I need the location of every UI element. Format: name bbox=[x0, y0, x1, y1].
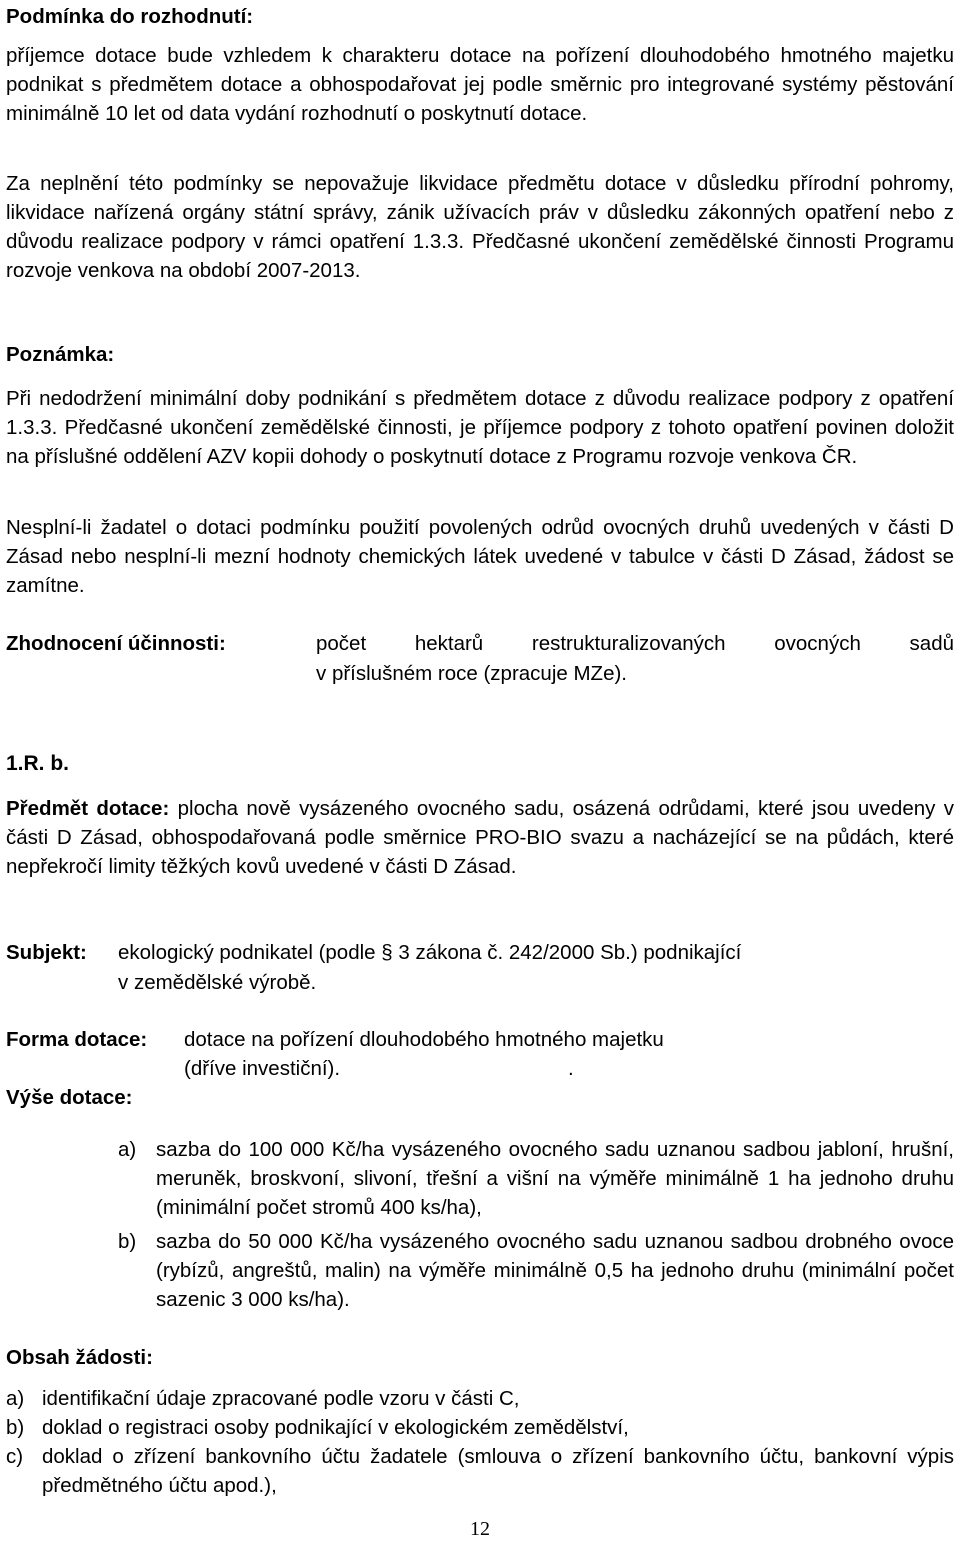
amount-item-b-text: sazba do 50 000 Kč/ha vysázeného ovocného sadu uznanou sadbou drobného ovoce (rybízů, angreštů, malin) na výměře minimálně 0,5 ha jednoho druhu (minimální počet sazenic 3 000 ks/ha). bbox=[156, 1230, 954, 1311]
form-label: Forma dotace: bbox=[6, 1028, 148, 1051]
amount-item-a-text: sazba do 100 000 Kč/ha vysázeného ovocného sadu uznanou sadbou jabloní, hrušní, meruněk, broskvoní, slivoní, třešní a višní na výměře minimálně 1 ha jednoho druhu (minimální počet stromů 400 ks/ha), bbox=[156, 1138, 954, 1219]
evaluation-label: Zhodnocení účinnosti: bbox=[6, 632, 226, 655]
condition-heading: Podmínka do rozhodnutí: bbox=[6, 5, 254, 28]
form-line-1: dotace na pořízení dlouhodobého hmotného majetku bbox=[184, 1028, 664, 1051]
subject-of-grant-text: plocha nově vysázeného ovocného sadu, osázená odrůdami, které jsou uvedeny v části D Zásad, obhospodařovaná podle směrnice PRO-BIO svazu a nacházející se na půdách, které nepřekročí limity těžkých kovů uvedené v části D Zásad. bbox=[6, 797, 954, 878]
contents-item-c bbox=[6, 1442, 954, 1500]
form-dot: . bbox=[568, 1057, 574, 1080]
contents-item-a-text: identifikační údaje zpracované podle vzoru v části C, bbox=[42, 1387, 520, 1410]
contents-item-a-marker: a) bbox=[6, 1387, 25, 1410]
entity-line-1: ekologický podnikatel (podle § 3 zákona č. 242/2000 Sb.) podnikající bbox=[118, 941, 742, 964]
contents-heading: Obsah žádosti: bbox=[6, 1346, 153, 1369]
contents-item-c-marker: c) bbox=[6, 1445, 24, 1468]
subject-of-grant-label: Předmět dotace: bbox=[6, 797, 170, 820]
condition-paragraph-1: příjemce dotace bude vzhledem k charakteru dotace na pořízení dlouhodobého hmotného majetku podnikat s předmětem dotace a obhospodařovat jej podle směrnic pro integrované systémy pěstování minimálně 10 let od data vydání rozhodnutí o poskytnutí dotace. bbox=[6, 44, 954, 125]
note-paragraph-1: Při nedodržení minimální doby podnikání s předmětem dotace z důvodu realizace podpory z opatření 1.3.3. Předčasné ukončení zemědělské činnosti, je příjemce podpory z tohoto opatření povinen doložit na příslušné oddělení AZV kopii dohody o poskytnutí dotace z Programu rozvoje venkova ČR. bbox=[6, 387, 954, 468]
contents-item-b bbox=[6, 1413, 954, 1442]
evaluation-text-line-2: v příslušném roce (zpracuje MZe). bbox=[316, 662, 628, 685]
amount-item-a bbox=[118, 1135, 954, 1222]
entity-label: Subjekt: bbox=[6, 941, 87, 964]
note-heading: Poznámka: bbox=[6, 343, 115, 366]
section-number: 1.R. b. bbox=[6, 752, 70, 775]
form-line-2: (dříve investiční). bbox=[184, 1057, 341, 1080]
contents-item-b-marker: b) bbox=[6, 1416, 25, 1439]
evaluation-text-line-1: počet hektarů restrukturalizovaných ovocných sadů bbox=[316, 632, 954, 655]
contents-item-b-text: doklad o registraci osoby podnikající v ekologickém zemědělství, bbox=[42, 1416, 629, 1439]
contents-item-c-text: doklad o zřízení bankovního účtu žadatele (smlouva o zřízení bankovního účtu, bankovní výpis předmětného účtu apod.), bbox=[42, 1445, 954, 1497]
amount-heading: Výše dotace: bbox=[6, 1086, 133, 1109]
entity-line-2: v zemědělské výrobě. bbox=[118, 971, 317, 994]
contents-item-a bbox=[6, 1384, 954, 1413]
condition-paragraph-2: Za neplnění této podmínky se nepovažuje likvidace předmětu dotace v důsledku přírodní pohromy, likvidace nařízená orgány státní správy, zánik užívacích práv v důsledku zákonných opatření nebo z důvodu realizace podpory v rámci opatření 1.3.3. Předčasné ukončení zemědělské činnosti Programu rozvoje venkova na období 2007-2013. bbox=[6, 172, 954, 282]
note-paragraph-2: Nesplní-li žadatel o dotaci podmínku použití povolených odrůd ovocných druhů uvedených v části D Zásad nebo nesplní-li mezní hodnoty chemických látek uvedené v tabulce v části D Zásad, žádost se zamítne. bbox=[6, 516, 954, 597]
amount-item-b-marker: b) bbox=[118, 1230, 137, 1253]
amount-item-b bbox=[118, 1227, 954, 1314]
amount-item-a-marker: a) bbox=[118, 1138, 137, 1161]
subject-of-grant bbox=[6, 794, 954, 881]
page-number: 12 bbox=[470, 1518, 490, 1540]
